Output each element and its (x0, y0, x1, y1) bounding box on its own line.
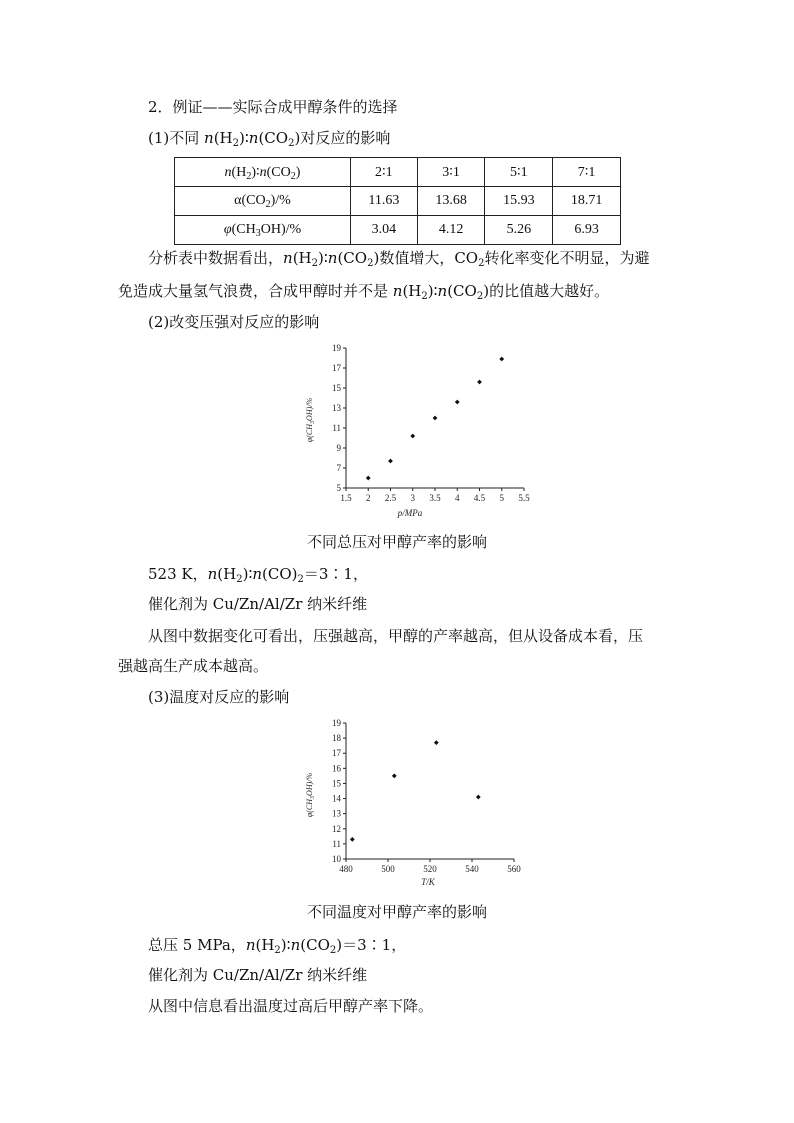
table-cell: 6.93 (553, 216, 621, 245)
data-point (433, 416, 438, 421)
section-2-title: (2)改变压强对反应的影响 (148, 313, 320, 331)
text-span: ＝3∶1， (342, 936, 407, 954)
y-tick-label: 13 (332, 403, 341, 413)
x-tick-label: 2 (366, 493, 371, 503)
condition-1-line-1: 523 K，$n(H_2)∶n(CO)_2=3∶1$， (148, 565, 368, 585)
x-tick-label: 5 (499, 493, 504, 503)
ratio-formula: $n(H_2)∶n(CO_2)$ (204, 129, 301, 149)
y-tick-label: 15 (332, 383, 341, 393)
y-tick-label: 17 (332, 363, 341, 373)
table-cell: 3∶1 (417, 158, 485, 187)
x-tick-label: 2.5 (384, 493, 397, 503)
data-point (388, 459, 393, 464)
y-tick-label: 19 (332, 343, 341, 353)
section-1-title-suffix: 对反应的影响 (300, 129, 391, 147)
data-point (350, 837, 355, 842)
y-tick-label: 12 (332, 823, 341, 834)
y-tick-label: 18 (332, 733, 341, 744)
x-axis-label: p/MPa (397, 508, 423, 518)
x-tick-label: 560 (507, 864, 521, 874)
table-row (175, 216, 621, 245)
x-tick-label: 520 (423, 864, 437, 874)
y-tick-label: 11 (332, 423, 341, 433)
data-point (476, 795, 481, 800)
table-header-row (175, 158, 621, 187)
text-span: 523 K， (148, 565, 208, 583)
section-1-title (148, 128, 390, 148)
table-cell: 15.93 (485, 187, 553, 216)
row-label-fraction: $\varphi(CH_3OH)/\%$ (175, 216, 351, 245)
y-axis-label: $\varphi(CH_3OH)/\%$ (305, 772, 316, 818)
table-cell: 7∶1 (553, 158, 621, 187)
x-tick-label: 1.5 (340, 493, 352, 503)
row-label-conversion: $\alpha(CO_2)/\%$ (175, 187, 351, 216)
table-cell: 3.04 (351, 216, 418, 245)
data-point (434, 740, 439, 745)
x-tick-label: 3.5 (429, 493, 441, 503)
paragraph-2-line-1: 从图中数据变化可看出，压强越高，甲醇的产率越高，但从设备成本看，压 (148, 627, 644, 645)
y-tick-label: 5 (336, 483, 341, 493)
y-tick-label: 15 (332, 778, 341, 789)
ratio-table (174, 157, 621, 245)
text-span: 数值增大，CO (379, 249, 479, 267)
x-axis-label: T/K (421, 877, 435, 887)
data-point (477, 380, 482, 385)
text-span: ＝3∶1， (303, 565, 368, 583)
text-span: 分析表中数据看出， (148, 249, 284, 267)
table-cell: 5.26 (485, 216, 553, 245)
condition-1-line-2: 催化剂为 Cu/Zn/Al/Zr 纳米纤维 (148, 595, 368, 613)
y-tick-label: 17 (332, 748, 341, 759)
y-tick-label: 16 (332, 763, 341, 774)
x-tick-label: 5.5 (518, 493, 530, 503)
condition-2-line-2: 催化剂为 Cu/Zn/Al/Zr 纳米纤维 (148, 966, 368, 984)
table-cell: 11.63 (351, 187, 418, 216)
chart-2-caption: 不同温度对甲醇产率的影响 (306, 903, 487, 921)
y-tick-label: 13 (332, 808, 341, 819)
data-point (410, 434, 415, 439)
paragraph-1-line-2: 免造成大量氢气浪费，合成甲醇时并不是 $n(H_2)∶n(CO_2)$的比值越大越好。 (118, 282, 610, 302)
paragraph-1-line-1: 分析表中数据看出，$n(H_2)∶n(CO_2)$数值增大，$CO_2$转化率变化不明显，为避 (148, 249, 650, 269)
pressure-chart (300, 340, 540, 530)
x-tick-label: 3 (410, 493, 415, 503)
table-cell: 18.71 (553, 187, 621, 216)
x-tick-label: 500 (381, 864, 395, 874)
table-cell: 13.68 (417, 187, 485, 216)
data-point (392, 773, 397, 778)
paragraph-3: 从图中信息看出温度过高后甲醇产率下降。 (148, 997, 434, 1015)
text-span: 免造成大量氢气浪费，合成甲醇时并不是 (118, 282, 393, 300)
y-axis-label: $\varphi(CH_3OH)/\%$ (305, 397, 316, 443)
text-span: 总压 5 MPa， (148, 936, 246, 954)
table-cell: 5∶1 (485, 158, 553, 187)
temperature-chart (300, 715, 540, 895)
paragraph-2-line-2: 强越高生产成本越高。 (118, 657, 269, 675)
y-tick-label: 10 (332, 854, 341, 864)
x-tick-label: 480 (339, 864, 353, 874)
y-tick-label: 11 (332, 838, 341, 849)
y-tick-label: 9 (336, 443, 341, 453)
text-span: 的比值越大越好。 (489, 282, 610, 300)
table-cell: 4.12 (417, 216, 485, 245)
x-tick-label: 4 (455, 493, 460, 503)
table-header-ratio: $n(H_2)∶n(CO_2)$ (175, 158, 351, 187)
chart-1-caption: 不同总压对甲醇产率的影响 (306, 533, 487, 551)
data-point (455, 400, 460, 405)
x-tick-label: 540 (465, 864, 479, 874)
y-tick-label: 14 (332, 793, 341, 804)
section-heading: 2．例证——实际合成甲醇条件的选择 (148, 98, 398, 116)
table-row (175, 187, 621, 216)
data-point (499, 357, 504, 362)
condition-2-line-1: 总压 5 MPa，$n(H_2)∶n(CO_2)=3∶1$， (148, 936, 407, 956)
data-point (366, 476, 371, 481)
section-3-title: (3)温度对反应的影响 (148, 688, 290, 706)
y-tick-label: 19 (332, 718, 341, 728)
section-1-title-prefix: (1)不同 (148, 129, 205, 147)
x-tick-label: 4.5 (473, 493, 486, 503)
table-cell: 2∶1 (351, 158, 418, 187)
text-span: 转化率变化不明显，为避 (484, 249, 650, 267)
y-tick-label: 7 (336, 463, 341, 473)
